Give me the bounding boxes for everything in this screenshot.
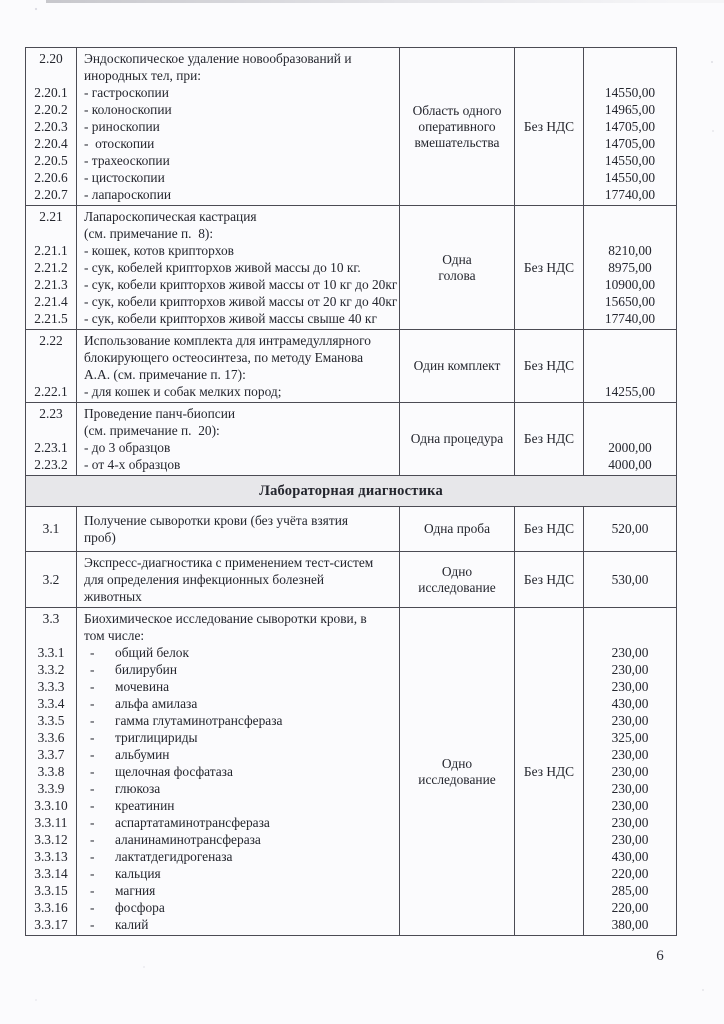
item-number: 2.21.2 [34, 260, 68, 275]
description-text: - сук, кобели крипторхов живой массы от 10 кг до 20кг [84, 277, 398, 292]
item-number: 2.23.2 [34, 457, 68, 472]
item-number: 2.21.1 [34, 243, 68, 258]
description-text: аспартатаминотрансфераза [115, 815, 270, 830]
unit-line: исследование [418, 771, 496, 787]
description-line [77, 405, 399, 422]
price-value: 2000,00 [608, 440, 652, 455]
item-number: 3.3.8 [37, 764, 65, 779]
item-number: 3.3.9 [37, 781, 65, 796]
price-value [584, 208, 676, 225]
description-text: том числе: [84, 628, 145, 643]
cell-vat: Без НДС [514, 48, 583, 205]
description-line [77, 627, 399, 644]
description-line [77, 310, 399, 327]
description-line [77, 916, 399, 933]
description-text: - отоскопии [84, 136, 155, 151]
price-value: 230,00 [611, 662, 649, 677]
cell-number [26, 48, 76, 205]
price-value: 285,00 [611, 883, 649, 898]
description-line [77, 135, 399, 152]
item-number: 2.21.5 [34, 311, 68, 326]
description-text: магния [115, 883, 156, 898]
description-text: - трахеоскопии [84, 153, 170, 168]
item-number: 2.22 [39, 333, 63, 348]
item-number: 2.22.1 [34, 384, 68, 399]
cell-price [583, 206, 676, 329]
item-number: 3.3.17 [34, 917, 68, 932]
description-text: Биохимическое исследование сыворотки крови, в [84, 611, 367, 626]
cell-vat: Без НДС [514, 608, 583, 935]
description-line [77, 848, 399, 865]
description-text: триглицириды [115, 730, 198, 745]
price-value [584, 225, 676, 242]
description-text: альфа амилаза [115, 696, 198, 711]
price-value: 430,00 [611, 696, 649, 711]
item-number: 2.23.1 [34, 440, 68, 455]
price-value: 230,00 [611, 679, 649, 694]
cell-price [583, 403, 676, 475]
row-group-3.1 [26, 507, 676, 552]
description-line [77, 797, 399, 814]
description-line [77, 242, 399, 259]
description-text: общий белок [115, 645, 189, 660]
price-value: 14965,00 [604, 102, 656, 117]
dash-bullet: - [90, 679, 95, 694]
item-number: 3.3.13 [34, 849, 68, 864]
description-line [77, 746, 399, 763]
description-text: Получение сыворотки крови (без учёта взятия [84, 513, 349, 528]
item-number: 3.3.2 [37, 662, 65, 677]
description-text: - до 3 образцов [84, 440, 171, 455]
price-value: 8210,00 [608, 243, 652, 258]
description-text: (см. примечание п. 8): [84, 226, 214, 241]
description-line [77, 50, 399, 67]
dash-bullet: - [90, 662, 95, 677]
item-number: 3.3.10 [34, 798, 68, 813]
item-number: 3.3.1 [37, 645, 65, 660]
cell-number: 3.1 [42, 521, 60, 536]
price-value: 14255,00 [604, 384, 656, 399]
item-number: 2.21 [39, 209, 63, 224]
item-number [26, 422, 76, 439]
description-text: (см. примечание п. 20): [84, 423, 220, 438]
item-number: 2.23 [39, 406, 63, 421]
dash-bullet: - [90, 815, 95, 830]
description-line [77, 118, 399, 135]
description-text: А.А. (см. примечание п. 17): [84, 367, 246, 382]
item-number: 3.3.12 [34, 832, 68, 847]
description-line [77, 101, 399, 118]
description-text: лактатдегидрогеназа [115, 849, 233, 864]
description-text: Использование комплекта для интрамедуллярного [84, 333, 371, 348]
unit-line: голова [438, 267, 476, 283]
price-value [584, 50, 676, 67]
item-number: 3.3.3 [37, 679, 65, 694]
item-number: 3.3.16 [34, 900, 68, 915]
description-line [77, 661, 399, 678]
section-header-row [26, 476, 676, 507]
cell-price [583, 608, 676, 935]
scan-artifact-top-edge [46, 0, 724, 3]
description-text: калий [115, 917, 149, 932]
description-line [77, 571, 399, 588]
description-line [77, 225, 399, 242]
price-value: 325,00 [611, 730, 649, 745]
unit-line: исследование [418, 579, 496, 595]
price-value: 430,00 [611, 849, 649, 864]
price-value [584, 67, 676, 84]
description-text: мочевина [115, 679, 170, 694]
description-text: Лапароскопическая кастрация [84, 209, 257, 224]
dash-bullet: - [90, 917, 95, 932]
description-text: - цистоскопии [84, 170, 165, 185]
description-line [77, 332, 399, 349]
item-number: 2.20.7 [34, 187, 68, 202]
price-value [584, 610, 676, 627]
description-line [77, 865, 399, 882]
description-line [77, 882, 399, 899]
price-value: 14705,00 [604, 119, 656, 134]
description-text: Экспресс-диагностика с применением тест-систем [84, 555, 374, 570]
price-value: 230,00 [611, 764, 649, 779]
description-line [77, 366, 399, 383]
item-number: 3.3.15 [34, 883, 68, 898]
price-value [584, 366, 676, 383]
description-text: щелочная фосфатаза [115, 764, 233, 779]
description-text: - колоноскопии [84, 102, 172, 117]
description-line [77, 276, 399, 293]
row-group-2.21 [26, 206, 676, 330]
item-number: 2.20.1 [34, 85, 68, 100]
cell-description [76, 330, 399, 402]
description-text: Эндоскопическое удаление новообразований и [84, 51, 352, 66]
cell-price: 520,00 [583, 507, 676, 551]
price-value: 230,00 [611, 832, 649, 847]
cell-unit [399, 552, 514, 607]
description-text: Проведение панч-биопсии [84, 406, 236, 421]
unit-line: Одно [441, 563, 473, 579]
row-group-2.22 [26, 330, 676, 403]
price-value [584, 422, 676, 439]
description-line [77, 712, 399, 729]
unit-line: Одна процедура [410, 431, 504, 446]
section-header-label: Лабораторная диагностика [259, 482, 443, 499]
dash-bullet: - [90, 747, 95, 762]
cell-unit [399, 48, 514, 205]
description-line [77, 152, 399, 169]
price-value: 230,00 [611, 645, 649, 660]
item-number: 2.20.6 [34, 170, 68, 185]
unit-line: вмешательства [414, 134, 500, 150]
price-value: 230,00 [611, 747, 649, 762]
description-text: животных [84, 589, 142, 604]
description-line [77, 349, 399, 366]
row-group-3.2 [26, 552, 676, 608]
description-line [77, 588, 399, 605]
price-value: 230,00 [611, 713, 649, 728]
description-line [77, 383, 399, 400]
price-value: 14550,00 [604, 85, 656, 100]
cell-unit [399, 206, 514, 329]
cell-unit [399, 330, 514, 402]
item-number: 2.20.3 [34, 119, 68, 134]
dash-bullet: - [90, 730, 95, 745]
cell-unit [399, 608, 514, 935]
description-line [77, 814, 399, 831]
description-text: - гастроскопии [84, 85, 169, 100]
row-group-2.20 [26, 48, 676, 206]
cell-price [583, 330, 676, 402]
dash-bullet: - [90, 696, 95, 711]
price-value: 17740,00 [604, 187, 656, 202]
description-line [77, 554, 399, 571]
price-value: 14550,00 [604, 170, 656, 185]
price-value: 220,00 [611, 866, 649, 881]
dash-bullet: - [90, 832, 95, 847]
price-value: 15650,00 [604, 294, 656, 309]
description-text: альбумин [115, 747, 170, 762]
item-number [26, 627, 76, 644]
item-number: 3.3.14 [34, 866, 68, 881]
price-value: 380,00 [611, 917, 649, 932]
item-number [26, 67, 76, 84]
price-table [25, 47, 677, 936]
description-text: для определения инфекционных болезней [84, 572, 325, 587]
dash-bullet: - [90, 781, 95, 796]
cell-unit [399, 403, 514, 475]
price-value: 4000,00 [608, 457, 652, 472]
description-text: - от 4-х образцов [84, 457, 181, 472]
item-number: 3.3 [42, 611, 60, 626]
cell-description [76, 206, 399, 329]
description-text: глюкоза [115, 781, 161, 796]
item-number [26, 366, 76, 383]
description-text: - сук, кобели крипторхов живой массы свыше 40 кг [84, 311, 377, 326]
cell-vat: Без НДС [514, 507, 583, 551]
price-value: 8975,00 [608, 260, 652, 275]
description-text: - сук, кобели крипторхов живой массы от 20 кг до 40кг [84, 294, 398, 309]
item-number: 3.3.5 [37, 713, 65, 728]
price-value: 10900,00 [604, 277, 656, 292]
description-line [77, 831, 399, 848]
unit-line: Одно [441, 755, 473, 771]
item-number: 3.3.11 [34, 815, 68, 830]
price-value [584, 405, 676, 422]
cell-number: 3.2 [42, 571, 60, 587]
description-text: билирубин [115, 662, 178, 677]
item-number [26, 349, 76, 366]
cell-description [76, 552, 399, 607]
cell-number [26, 608, 76, 935]
description-text: аланинаминотрансфераза [115, 832, 261, 847]
description-line [77, 695, 399, 712]
description-text: кальция [115, 866, 161, 881]
description-line [77, 439, 399, 456]
cell-vat: Без НДС [514, 330, 583, 402]
page-number: 6 [656, 948, 664, 964]
dash-bullet: - [90, 849, 95, 864]
item-number: 2.21.4 [34, 294, 68, 309]
item-number: 3.3.7 [37, 747, 65, 762]
cell-description [76, 608, 399, 935]
description-line [77, 259, 399, 276]
row-group-2.23 [26, 403, 676, 476]
price-value: 230,00 [611, 781, 649, 796]
description-line [77, 84, 399, 101]
price-value: 17740,00 [604, 311, 656, 326]
cell-description [76, 48, 399, 205]
item-number: 2.20.5 [34, 153, 68, 168]
price-value [584, 332, 676, 349]
cell-description [76, 403, 399, 475]
price-value: 14550,00 [604, 153, 656, 168]
unit-line: Один комплект [413, 358, 501, 373]
price-value [584, 349, 676, 366]
dash-bullet: - [90, 764, 95, 779]
description-line [77, 780, 399, 797]
dash-bullet: - [90, 900, 95, 915]
description-line [77, 678, 399, 695]
description-line [77, 456, 399, 473]
description-text: - лапароскопии [84, 187, 172, 202]
description-line [77, 422, 399, 439]
cell-number [26, 330, 76, 402]
cell-price [583, 48, 676, 205]
dash-bullet: - [90, 798, 95, 813]
price-value [584, 627, 676, 644]
cell-number [26, 206, 76, 329]
description-line [77, 208, 399, 225]
description-text: - для кошек и собак мелких пород; [84, 384, 282, 399]
description-line [77, 644, 399, 661]
description-line [77, 67, 399, 84]
item-number: 2.21.3 [34, 277, 68, 292]
description-line [77, 169, 399, 186]
description-line [77, 763, 399, 780]
item-number: 3.3.4 [37, 696, 65, 711]
cell-number [26, 403, 76, 475]
unit-line: Одна проба [423, 521, 491, 536]
description-text: креатинин [115, 798, 175, 813]
description-line [77, 512, 399, 529]
item-number: 2.20 [39, 51, 63, 66]
unit-line: оперативного [418, 118, 496, 134]
unit-line: Область одного [412, 102, 502, 118]
cell-vat: Без НДС [514, 206, 583, 329]
item-number: 2.20.4 [34, 136, 68, 151]
cell-description [76, 507, 399, 551]
dash-bullet: - [90, 866, 95, 881]
cell-vat: Без НДС [514, 403, 583, 475]
unit-line: Одна [442, 251, 472, 267]
item-number: 3.3.6 [37, 730, 65, 745]
item-number: 2.20.2 [34, 102, 68, 117]
description-text: проб) [84, 530, 116, 545]
description-line [77, 186, 399, 203]
cell-unit [399, 507, 514, 551]
description-line [77, 293, 399, 310]
cell-vat: Без НДС [514, 552, 583, 607]
dash-bullet: - [90, 713, 95, 728]
row-group-3.3 [26, 608, 676, 935]
price-value: 230,00 [611, 815, 649, 830]
dash-bullet: - [90, 883, 95, 898]
description-text: блокирующего остеосинтеза, по методу Еманова [84, 350, 364, 365]
description-text: фосфора [115, 900, 165, 915]
price-value: 220,00 [611, 900, 649, 915]
description-line [77, 610, 399, 627]
price-value: 230,00 [611, 798, 649, 813]
description-line [77, 729, 399, 746]
description-text: - риноскопии [84, 119, 160, 134]
description-text: - кошек, котов крипторхов [84, 243, 234, 258]
cell-price: 530,00 [583, 552, 676, 607]
description-line [77, 529, 399, 546]
description-text: - сук, кобелей крипторхов живой массы до 10 кг. [84, 260, 361, 275]
dash-bullet: - [90, 645, 95, 660]
item-number [26, 225, 76, 242]
description-text: инородных тел, при: [84, 68, 201, 83]
description-text: гамма глутаминотрансфераза [115, 713, 283, 728]
price-value: 14705,00 [604, 136, 656, 151]
description-line [77, 899, 399, 916]
